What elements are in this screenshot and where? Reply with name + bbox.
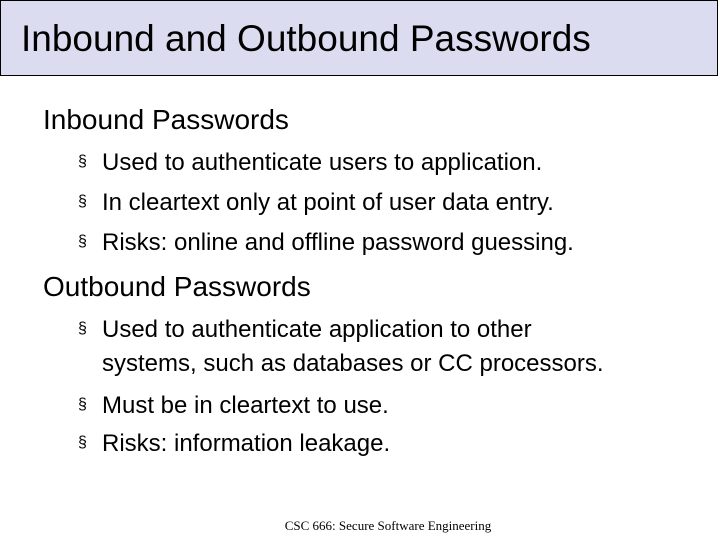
- bullet-text: Risks: information leakage.: [102, 430, 391, 457]
- bullet-icon: §: [78, 193, 87, 210]
- bullet-text: Used to authenticate users to application.: [102, 149, 543, 176]
- bullet-icon: §: [78, 396, 87, 413]
- bullet-text: Must be in cleartext to use.: [102, 392, 389, 419]
- slide-title: Inbound and Outbound Passwords: [21, 18, 591, 59]
- slide-title-bar: [0, 0, 718, 76]
- footer-text: CSC 666: Secure Software Engineering: [284, 518, 492, 533]
- bullet-text: Risks: online and offline password guessing.: [102, 229, 574, 256]
- bullet-icon: §: [78, 320, 87, 337]
- bullet-icon: §: [78, 233, 87, 250]
- section-heading-outbound: Outbound Passwords: [43, 271, 311, 302]
- section-heading-inbound: Inbound Passwords: [43, 104, 289, 135]
- bullet-text: Used to authenticate application to other systems, such as databases or CC processors.: [102, 316, 604, 377]
- bullet-text: In cleartext only at point of user data entry.: [102, 189, 554, 216]
- slide-footer: [0, 518, 720, 534]
- bullet-icon: §: [78, 153, 87, 170]
- bullet-icon: §: [78, 434, 87, 451]
